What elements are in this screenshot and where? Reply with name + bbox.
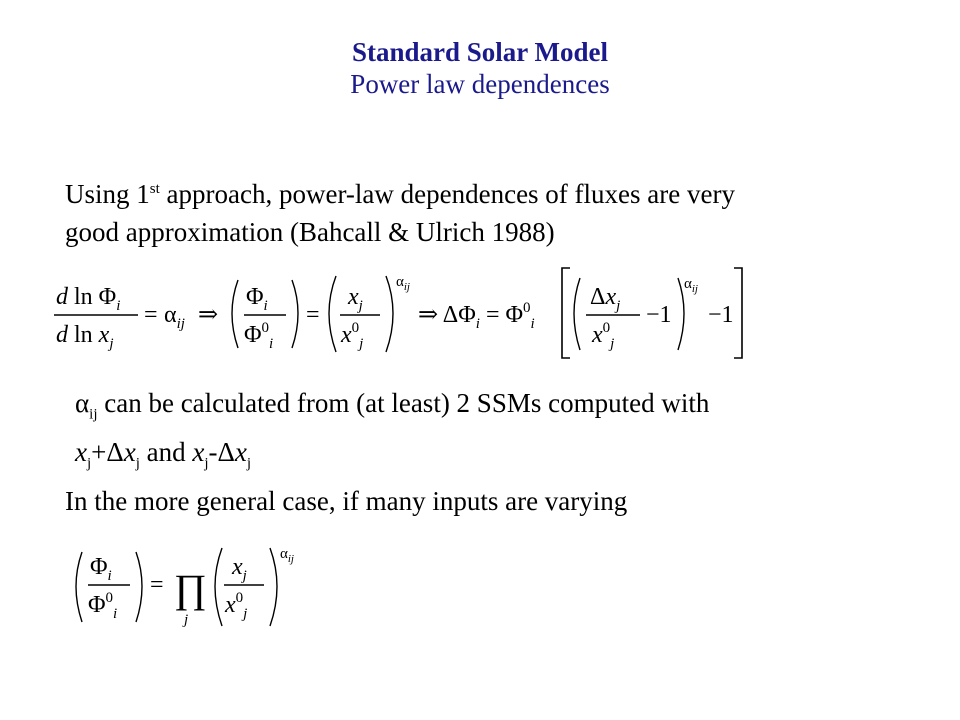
minus-delta: -Δ — [208, 437, 235, 468]
svg-text:⇒: ⇒ — [198, 302, 219, 328]
svg-text:=: = — [150, 572, 164, 598]
plus-delta: +Δ — [91, 437, 124, 468]
intro-part2: approach, power-law dependences of fluxes are very — [159, 179, 735, 209]
svg-text:αij: $\alpha_{ij}$ — [280, 546, 294, 565]
svg-text:x0j: $x^0_j$ — [225, 590, 248, 622]
alpha-sub: ij — [89, 406, 98, 423]
svg-text:x0j: $x^0_j$ — [341, 320, 364, 352]
svg-text:=: = — [306, 302, 320, 328]
svg-text:αij: $\alpha_{ij}$ — [396, 274, 410, 293]
title-sub: Power law dependences — [350, 69, 610, 99]
svg-text:=: = — [144, 302, 158, 328]
svg-text:αij: $\alpha_{ij}$ — [164, 302, 185, 332]
svg-text:Δxj: $\Delta x_j$ — [590, 284, 621, 314]
svg-text:x0j: $x^0_j$ — [592, 320, 615, 352]
svg-text:Φi: $\Phi_i$ — [246, 284, 268, 314]
intro-sup: st — [149, 181, 160, 197]
equation-power-law — [50, 266, 770, 366]
svg-text:xj: $x_j$ — [348, 284, 363, 314]
svg-text:⇒ ΔΦi = Φ0i: ⇒ $\Delta\Phi_i = \Phi^0_i$ — [418, 300, 535, 332]
intro-line2: good approximation (Bahcall & Ulrich 1988) — [65, 217, 555, 247]
alpha-symbol: α — [75, 388, 90, 418]
equation-product — [64, 540, 344, 640]
svg-text:−1: −1 — [708, 302, 734, 328]
eq1-numerator: d $\ln \Phi_i$ — [56, 284, 121, 314]
svg-text:∏: ∏ — [174, 566, 207, 611]
x-sub-4: j — [246, 455, 252, 472]
svg-text:Φ0i: $\Phi^0_i$ — [88, 590, 118, 622]
and-text: and — [139, 437, 193, 468]
svg-text:−1: −1 — [646, 302, 672, 328]
x-sub-1: j — [86, 455, 92, 472]
svg-text:j: j — [184, 612, 189, 628]
eq1-denominator: d $\ln x_j$ — [56, 322, 114, 352]
x-sub-2: j — [135, 455, 140, 472]
alpha-paragraph — [75, 384, 935, 483]
x-var-4: x — [234, 437, 247, 468]
x-var-3: x — [192, 437, 205, 468]
svg-text:Φ0i: $\Phi^0_i$ — [244, 320, 274, 352]
x-sub-3: j — [204, 455, 209, 472]
x-var-1: x — [75, 437, 87, 468]
alpha-rest: can be calculated from (at least) 2 SSMs computed with — [97, 388, 710, 418]
svg-text:αij: $\alpha_{ij}$ — [684, 276, 698, 295]
general-case-text: In the more general case, if many inputs are varying — [65, 486, 628, 516]
svg-text:Φi: $\Phi_i$ — [90, 554, 112, 584]
svg-text:xj: $x_j$ — [232, 554, 247, 584]
x-var-2: x — [123, 437, 136, 468]
slide-title — [0, 36, 960, 100]
title-main: Standard Solar Model — [351, 37, 609, 67]
intro-part1: Using 1 — [65, 179, 150, 209]
intro-paragraph — [65, 170, 925, 251]
